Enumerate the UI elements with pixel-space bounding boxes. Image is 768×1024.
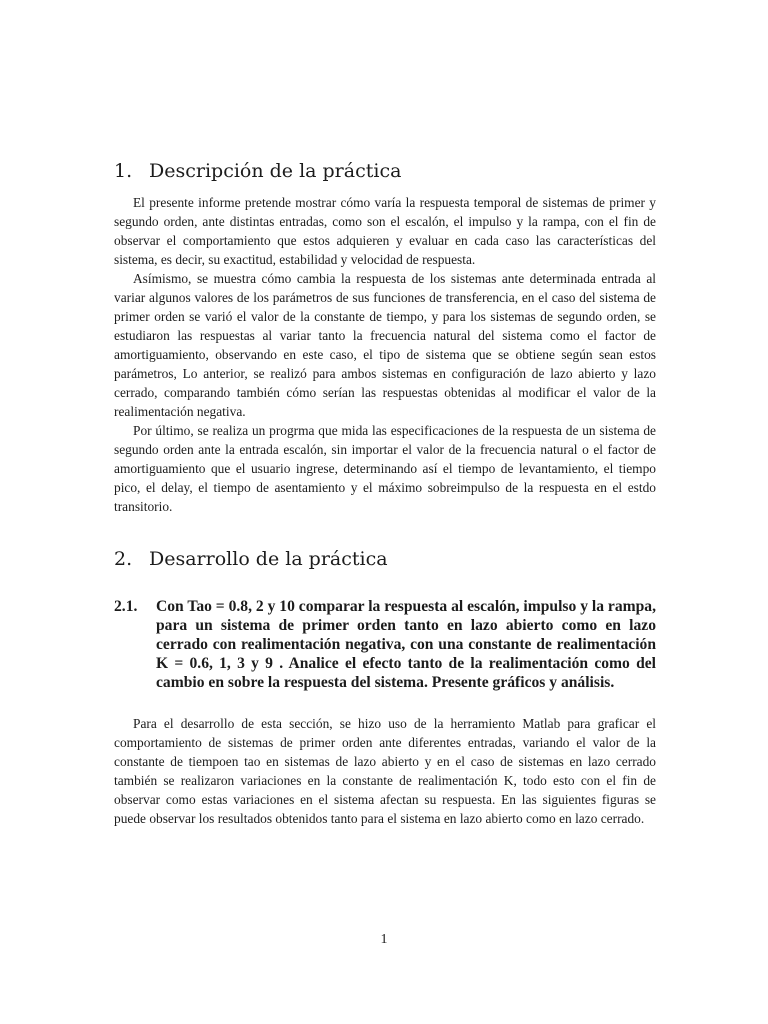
- subsection-title: Con Tao = 0.8, 2 y 10 comparar la respuesta al escalón, impulso y la rampa, para un sistema de primer orden tanto en lazo abierto como en lazo cerrado con realimentación negativa, con una constante de realimentación K = 0.6, 1, 3 y 9 . Analice el efecto tanto de la realimentación como del cambio en sobre la respuesta del sistema. Presente gráficos y análisis.: [156, 598, 656, 691]
- section-number: 1.: [114, 160, 133, 182]
- section-number: 2.: [114, 548, 133, 570]
- body-paragraph: Para el desarrollo de esta sección, se hizo uso de la herramiento Matlab para graficar el comportamiento de sistemas de primer orden ante diferentes entradas, variando el valor de la constante de tiempoen tao en sistemas de lazo abierto y en el caso de sistemas en lazo cerrado también se realizaron variaciones en la constante de realimentación K, todo esto con el fin de observar como estas variaciones en el sistema afectan su respuesta. En las siguientes figuras se puede observar los resultados obtenidos tanto para el sistema en lazo abierto como en lazo cerrado.: [114, 716, 656, 826]
- section-title: Descripción de la práctica: [149, 160, 402, 182]
- body-paragraph: Por último, se realiza un progrma que mida las especificaciones de la respuesta de un sistema de segundo orden ante la entrada escalón, sin importar el valor de la frecuencia natural o el factor de amortiguamiento que el usuario ingrese, determinando así el tiempo de levantamiento, el tiempo pico, el delay, el tiempo de asentamiento y el máximo sobreimpulso de la respuesta en el estdo transitorio.: [114, 423, 656, 514]
- page-number: 1: [380, 932, 388, 947]
- body-paragraph: El presente informe pretende mostrar cómo varía la respuesta temporal de sistemas de primer y segundo orden, ante distintas entradas, como son el escalón, el impulso y la rampa, con el fin de observar el comportamiento que estos adquieren y evaluar en cada caso las características del sistema, es decir, su exactitud, estabilidad y velocidad de respuesta.: [114, 195, 656, 267]
- section-title: Desarrollo de la práctica: [149, 548, 388, 570]
- subsection-heading: [114, 597, 656, 692]
- body-paragraph: Asímismo, se muestra cómo cambia la respuesta de los sistemas ante determinada entrada al variar algunos valores de los parámetros de sus funciones de transferencia, en el caso del sistema de primer orden se varió el valor de la constante de tiempo, y para los sistemas de segundo orden, se estudiaron las respuestas al variar tanto la frecuencia natural del sistema como el factor de amortiguamiento, observando en este caso, el tipo de sistema que se obtiene según sean estos parámetros, Lo anterior, se realizó para ambos sistemas en configuración de lazo abierto y lazo cerrado, comparando también cómo serían las respuestas obtenidas al modificar el valor de la realimentación negativa.: [114, 271, 656, 419]
- section-heading: [114, 548, 388, 570]
- subsection-number: 2.1.: [114, 598, 138, 615]
- section-heading: [114, 160, 401, 182]
